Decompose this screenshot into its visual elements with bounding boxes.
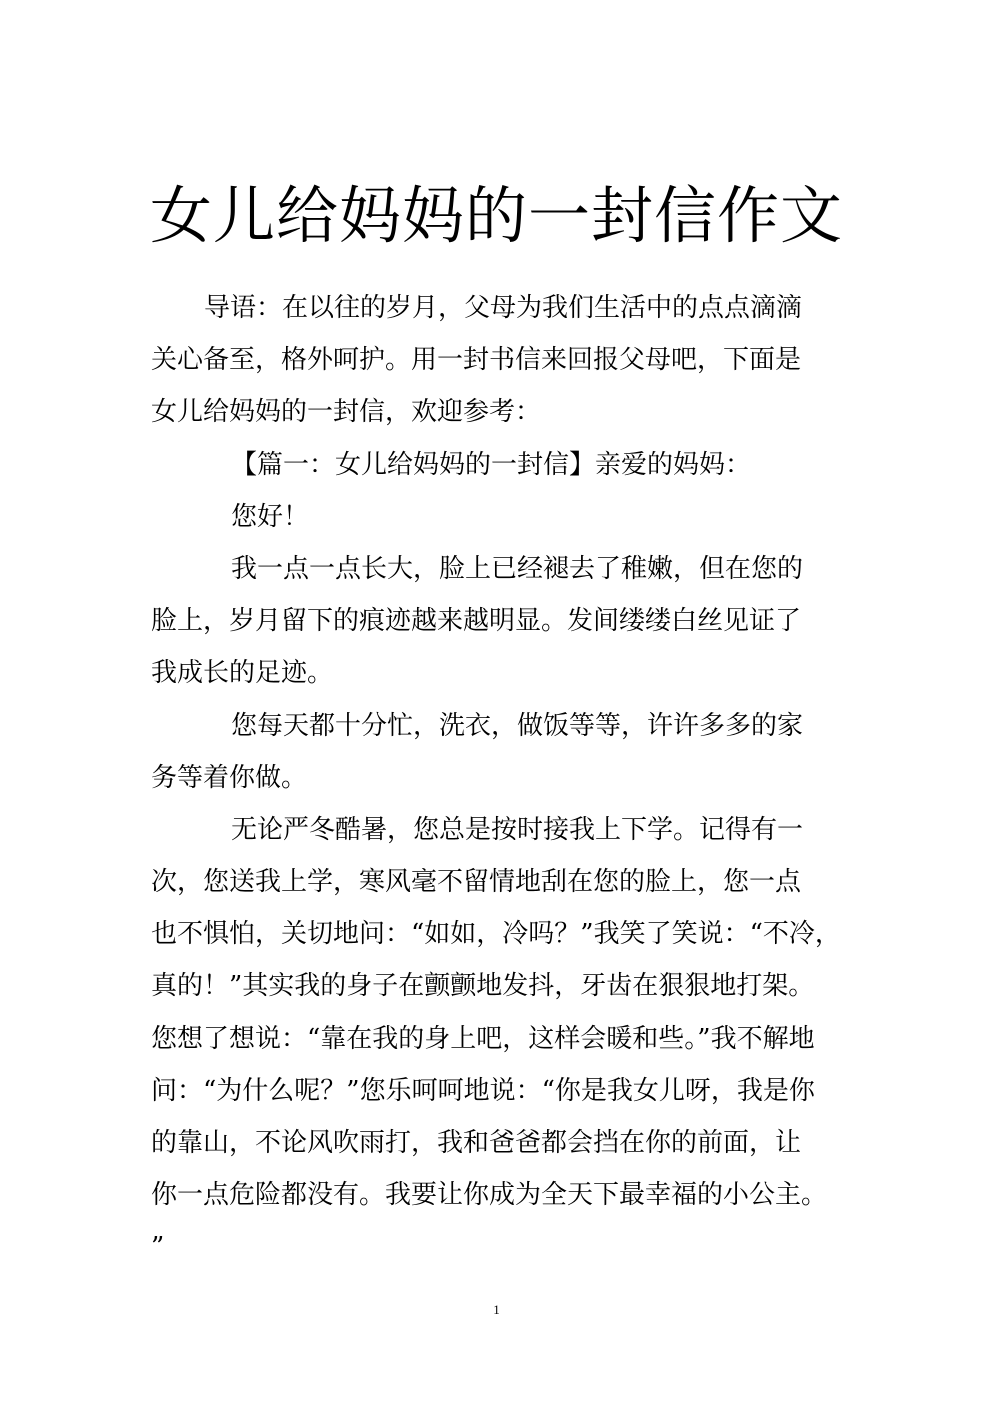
body-line: 也不惧怕，关切地问：“如如，冷吗？”我笑了笑说：“不冷，	[151, 919, 841, 950]
body-line: 的靠山，不论风吹雨打，我和爸爸都会挡在你的前面，让	[151, 1128, 802, 1158]
body-line: 您每天都十分忙，洗衣，做饭等等，许许多多的家	[231, 710, 804, 741]
body-line: 脸上，岁月留下的痕迹越来越明显。发间缕缕白丝见证了	[151, 606, 802, 637]
body-line: 导语：在以往的岁月，父母为我们生活中的点点滴滴	[204, 293, 803, 323]
body-line: 你一点危险都没有。我要让你成为全天下最幸福的小公主。	[151, 1180, 828, 1211]
page-number: 1	[493, 1302, 500, 1317]
greeting-line: 您好！	[231, 501, 310, 532]
document-body	[151, 282, 841, 1274]
body-line: 女儿给妈妈的一封信，欢迎参考：	[151, 397, 542, 428]
body-line: 真的！”其实我的身子在颤颤地发抖，牙齿在狠狠地打架。	[151, 971, 815, 1002]
body-line: 我成长的足迹。	[151, 658, 334, 689]
body-line: 问：“为什么呢？”您乐呵呵地说：“你是我女儿呀，我是你	[151, 1075, 815, 1106]
body-line: 无论严冬酷暑，您总是按时接我上下学。记得有一	[231, 814, 804, 845]
body-line: ”	[151, 1232, 165, 1263]
document-title: 女儿给妈妈的一封信作文	[149, 179, 843, 252]
body-line: 务等着你做。	[151, 762, 308, 793]
body-line: 次，您送我上学，寒风毫不留情地刮在您的脸上，您一点	[151, 867, 802, 898]
body-line: 我一点一点长大，脸上已经褪去了稚嫩，但在您的	[231, 553, 804, 584]
body-line: 您想了想说：“靠在我的身上吧，这样会暖和些。”我不解地	[151, 1023, 815, 1054]
section-heading-line: 【篇一：女儿给妈妈的一封信】亲爱的妈妈：	[231, 449, 752, 480]
body-line: 关心备至，格外呵护。用一封书信来回报父母吧，下面是	[151, 345, 802, 376]
